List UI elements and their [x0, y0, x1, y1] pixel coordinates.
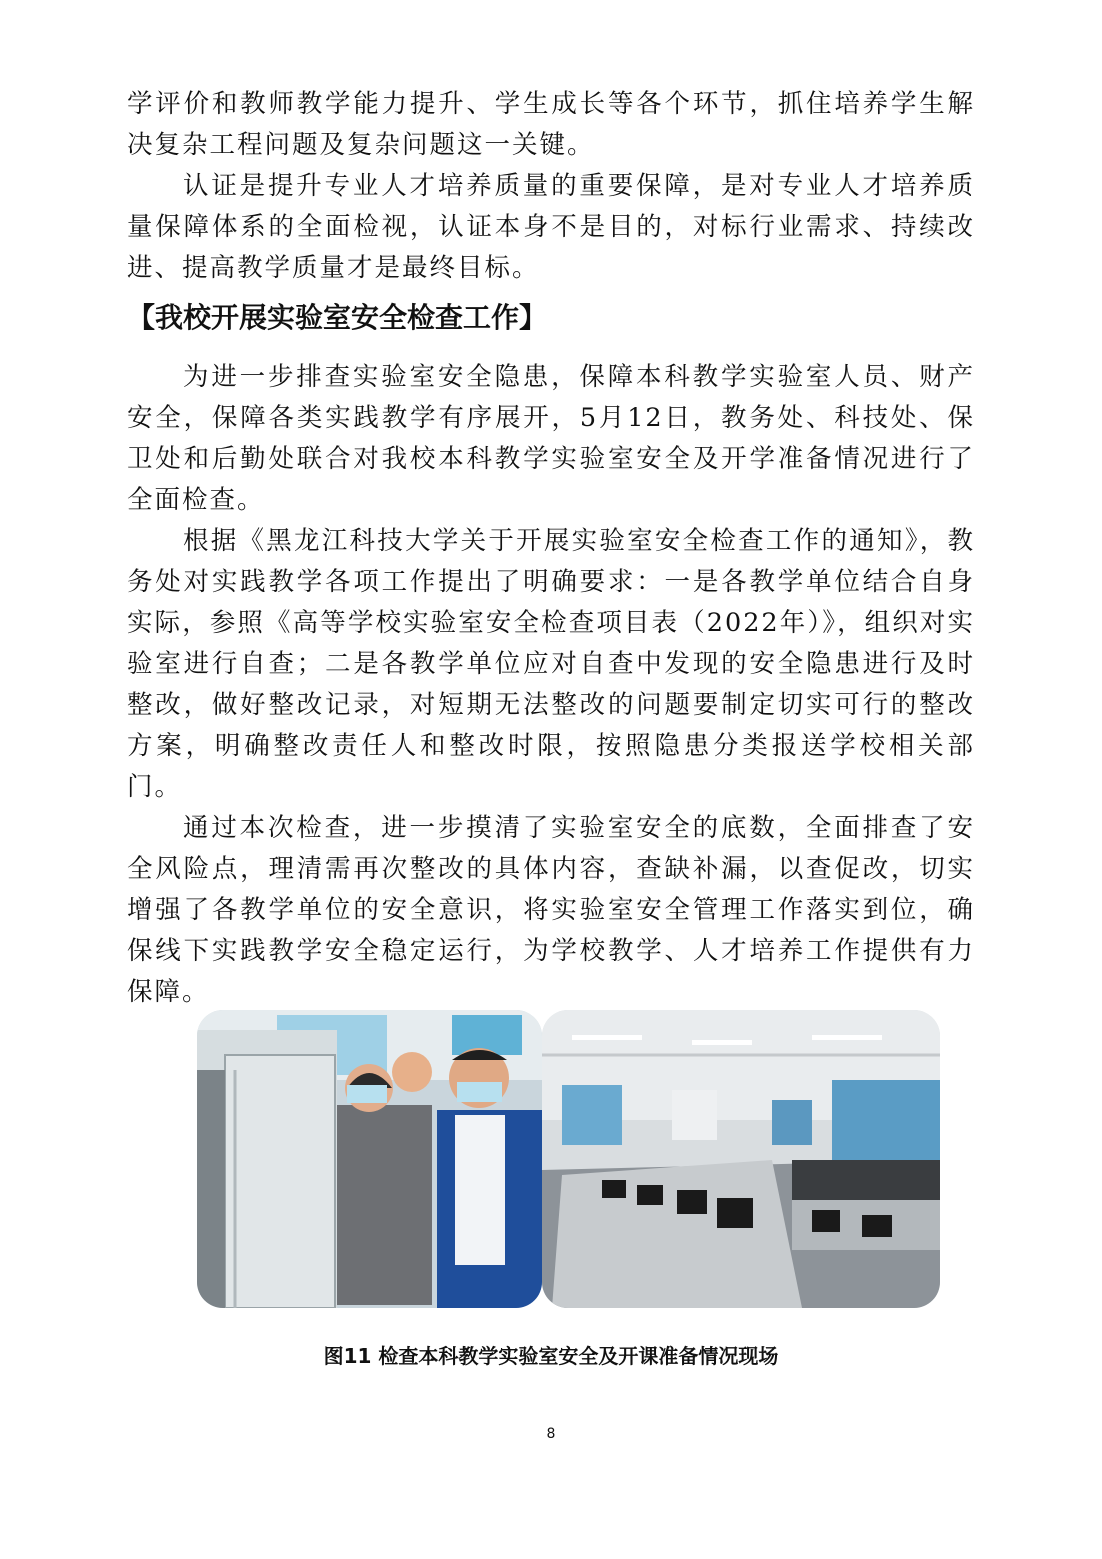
photo-computer-lab [542, 1010, 940, 1308]
paragraph-intro-1: 学评价和教师教学能力提升、学生成长等各个环节，抓住培养学生解决复杂工程问题及复杂问题这一关键。 [127, 89, 975, 160]
photo-computer-lab-illustration [542, 1010, 940, 1308]
paragraph-section-3: 通过本次检查，进一步摸清了实验室安全的底数，全面排查了安全风险点，理清需再次整改的具体内容，查缺补漏，以查促改，切实增强了各教学单位的安全意识，将实验室安全管理工作落实到位，确保线下实践教学安全稳定运行，为学校教学、人才培养工作提供有力保障。 [127, 813, 975, 1007]
paragraph-section-1: 为进一步排查实验室安全隐患，保障本科教学实验室人员、财产安全，保障各类实践教学有序展开，5月12日，教务处、科技处、保卫处和后勤处联合对我校本科教学实验室安全及开学准备情况进行了全面检查。 [127, 362, 975, 515]
photo-inspection-illustration [197, 1010, 542, 1308]
photo-inspection [197, 1010, 542, 1308]
paragraph-section-2: 根据《黑龙江科技大学关于开展实验室安全检查工作的通知》，教务处对实践教学各项工作提出了明确要求：一是各教学单位结合自身实际，参照《高等学校实验室安全检查项目表（2022年）》，组织对实验室进行自查；二是各教学单位应对自查中发现的安全隐患进行及时整改，做好整改记录，对短期无法整改的问题要制定切实可行的整改方案，明确整改责任人和整改时限，按照隐患分类报送学校相关部门。 [127, 526, 975, 802]
page-number: 8 [546, 1426, 556, 1442]
section-heading: 【我校开展实验室安全检查工作】 [127, 301, 548, 334]
paragraph-intro-2: 认证是提升专业人才培养质量的重要保障，是对专业人才培养质量保障体系的全面检视，认证本身不是目的，对标行业需求、持续改进、提高教学质量才是最终目标。 [127, 171, 975, 283]
section-body [127, 357, 975, 1013]
intro-block [127, 84, 975, 289]
figure-caption: 图11 检查本科教学实验室安全及开课准备情况现场 [323, 1344, 779, 1368]
